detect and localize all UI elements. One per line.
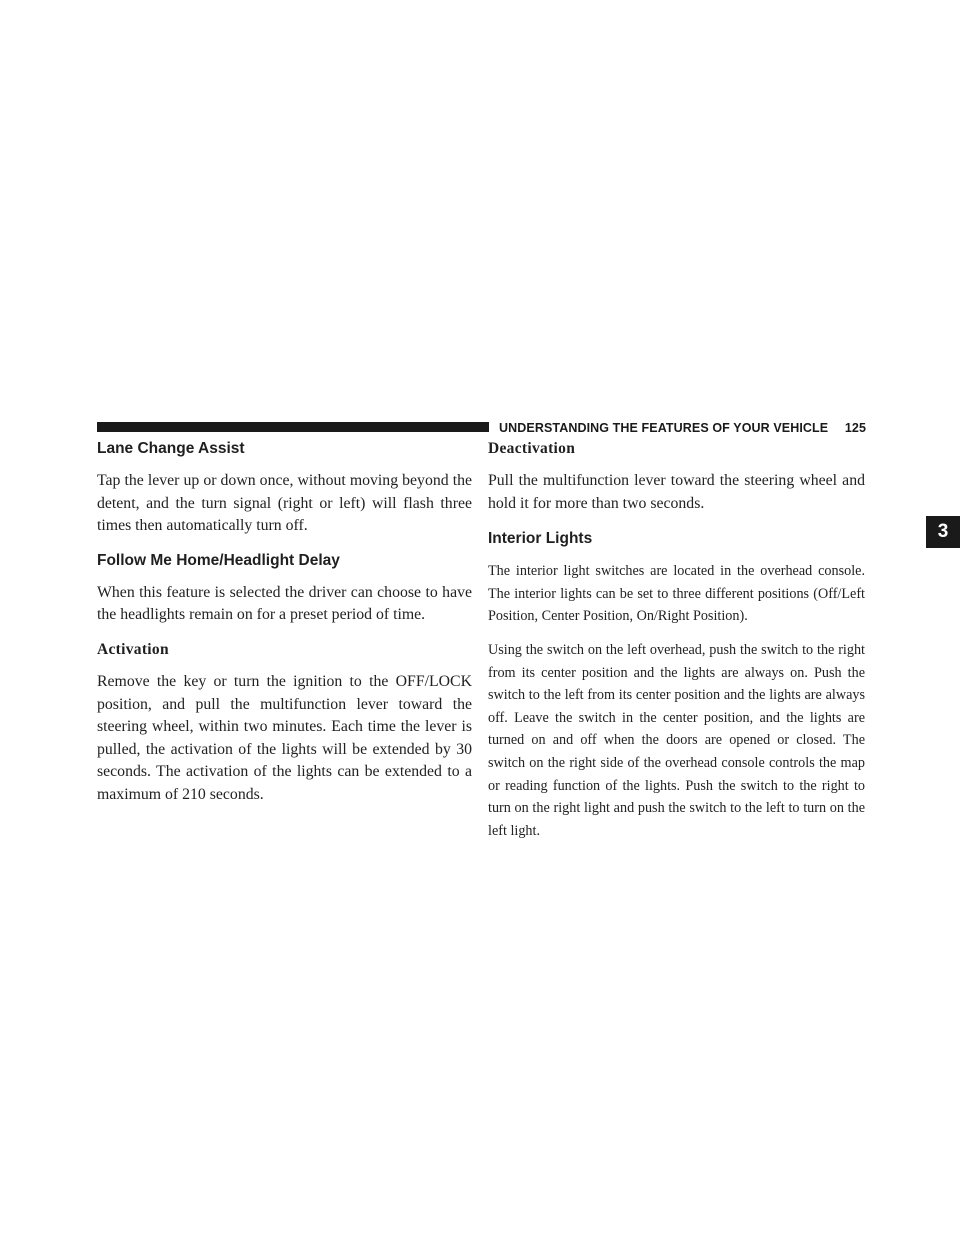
interior-lights-body-1: The interior light switches are located in the overhead console. The interior lights can be set to three different positions (Off/Left Position, Center Position, On/Right Position).: [488, 563, 865, 625]
running-header: [499, 419, 866, 437]
lane-change-heading: Lane Change Assist: [97, 440, 245, 457]
header-bar: [97, 422, 489, 432]
interior-lights-heading: Interior Lights: [488, 530, 593, 548]
section-title: UNDERSTANDING THE FEATURES OF YOUR VEHICLE: [499, 421, 829, 435]
activation-heading: Activation: [97, 640, 169, 658]
activation-body: Remove the key or turn the ignition to the OFF/LOCK position, and pull the multifunction lever toward the steering wheel, within two minutes. Each time the lever is pulled, the activation of the lights will be extended by 30 seconds. The activation of the lights can be extended to a maximum of 210 seconds.: [97, 672, 472, 803]
left-column: [97, 440, 472, 807]
follow-me-heading: Follow Me Home/Headlight Delay: [97, 551, 340, 569]
interior-lights-body-2: Using the switch on the left overhead, push the switch to the right from its center position and the lights are always on. Push the switch to the left from its center position and the lights are always off. Leave the switch in the center position, and the lights are turned on and off when the doors are opened or closed. The switch on the right side of the overhead console controls the map or reading function of the lights. Push the switch to the right to turn on the right light and push the switch to the left to turn on the left light.: [488, 641, 865, 839]
page-number: 125: [844, 421, 866, 435]
deactivation-body: Pull the multifunction lever toward the steering wheel and hold it for more than two seconds.: [488, 472, 865, 512]
deactivation-heading: Deactivation: [488, 440, 576, 457]
lane-change-body: Tap the lever up or down once, without moving beyond the detent, and the turn signal (right or left) will flash three times then automatically turn off.: [97, 472, 472, 535]
chapter-tab: 3: [926, 516, 960, 548]
follow-me-body: When this feature is selected the driver can choose to have the headlights remain on for a preset period of time.: [97, 583, 472, 624]
right-column: [488, 440, 865, 842]
